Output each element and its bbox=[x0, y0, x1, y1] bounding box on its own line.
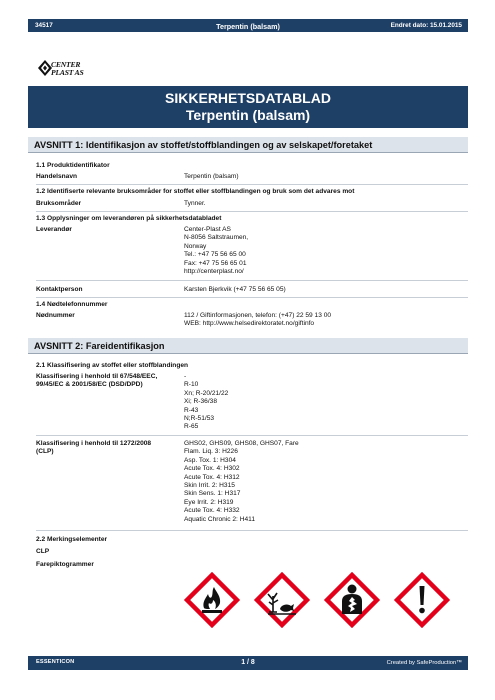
created-by: Created by SafeProduction™ bbox=[386, 660, 462, 666]
document-footer-bar bbox=[28, 656, 468, 670]
divider bbox=[36, 211, 468, 212]
sheet-title: SIKKERHETSDATABLAD bbox=[165, 90, 331, 106]
use-value: Tynner. bbox=[184, 200, 206, 207]
supplier-address: Center-Plast AS N-8056 Saltstraumen, Norway Tel.: +47 75 56 65 00 Fax: +47 75 56 65 01 http://centerplast.no/ bbox=[184, 226, 249, 276]
clp-heading: CLP bbox=[36, 548, 50, 555]
dsd-classification-label: Klassifisering i henhold til 67/548/EEC, 99/45/EC & 2001/58/EC (DSD/DPD) bbox=[36, 373, 158, 389]
section-1-heading: AVSNITT 1: Identifikasjon av stoffet/stoffblandingen og av selskapet/foretaket bbox=[28, 137, 468, 153]
subsection-1-1: 1.1 Produktidentifikator bbox=[36, 162, 110, 169]
supplier-label: Leverandør bbox=[36, 226, 72, 233]
trade-name-value: Terpentin (balsam) bbox=[184, 173, 239, 180]
dsd-classification-values: - R-10 Xn; R-20/21/22 Xi; R-36/38 R-43 N;R-51/53 R-65 bbox=[184, 373, 229, 431]
divider bbox=[36, 435, 468, 436]
subsection-1-4: 1.4 Nødtelefonnummer bbox=[36, 301, 108, 308]
trade-name-label: Handelsnavn bbox=[36, 173, 78, 180]
logo-mark-icon bbox=[38, 60, 52, 76]
contact-label: Kontaktperson bbox=[36, 286, 83, 293]
divider bbox=[36, 530, 468, 531]
contact-value: Karsten Bjerkvik (+47 75 56 65 05) bbox=[184, 286, 286, 293]
document-id: 34517 bbox=[35, 22, 53, 29]
section-2-heading: AVSNITT 2: Fareidentifikasjon bbox=[28, 338, 468, 354]
hazard-pictograms bbox=[184, 572, 454, 628]
exclamation-icon bbox=[394, 572, 450, 628]
footer-logo: ESSENTICON bbox=[36, 659, 75, 665]
divider bbox=[36, 280, 468, 281]
company-logo bbox=[38, 59, 108, 79]
document-header-title: Terpentin (balsam) bbox=[216, 21, 280, 31]
title-banner bbox=[28, 86, 468, 128]
subsection-2-1: 2.1 Klassifisering av stoffet eller stoffblandingen bbox=[36, 362, 189, 369]
emergency-label: Nødnummer bbox=[36, 312, 75, 319]
environment-icon bbox=[254, 572, 310, 628]
document-header-bar bbox=[28, 19, 468, 32]
subsection-2-2: 2.2 Merkingselementer bbox=[36, 536, 108, 543]
page-number: 1 / 8 bbox=[241, 659, 255, 666]
clp-classification-values: GHS02, GHS09, GHS08, GHS07, Fare Flam. Liq. 3: H226 Asp. Tox. 1: H304 Acute Tox. 4: H302 Acute Tox. 4: H312 Skin Irrit. 2: H315 Skin Sens. 1: H317 Eye Irrit. 2: H319 Acute Tox. 4: H332 Aquatic Chronic 2: H411 bbox=[184, 440, 299, 523]
emergency-value: 112 / Giftinformasjonen, telefon: (+47) 22 59 13 00 WEB: http://www.helsedirektoratet.no/giftinfo bbox=[184, 312, 332, 328]
use-label: Bruksområder bbox=[36, 200, 82, 207]
flame-icon bbox=[184, 572, 240, 628]
pictogram-label: Farepiktogrammer bbox=[36, 561, 94, 568]
logo-text: CENTER PLAST AS bbox=[51, 60, 84, 77]
health-hazard-icon bbox=[324, 572, 380, 628]
product-title: Terpentin (balsam) bbox=[185, 107, 311, 123]
clp-classification-label: Klassifisering i henhold til 1272/2008 (CLP) bbox=[36, 440, 152, 456]
divider bbox=[36, 297, 468, 298]
subsection-1-3: 1.3 Opplysninger om leverandøren på sikkerhetsdatabladet bbox=[36, 215, 222, 222]
divider bbox=[36, 184, 468, 185]
revision-date: Endret dato: 15.01.2015 bbox=[390, 22, 462, 29]
subsection-1-2: 1.2 Identifiserte relevante bruksområder for stoffet eller stoffblandingen og bruk som det advares mot bbox=[36, 188, 355, 195]
